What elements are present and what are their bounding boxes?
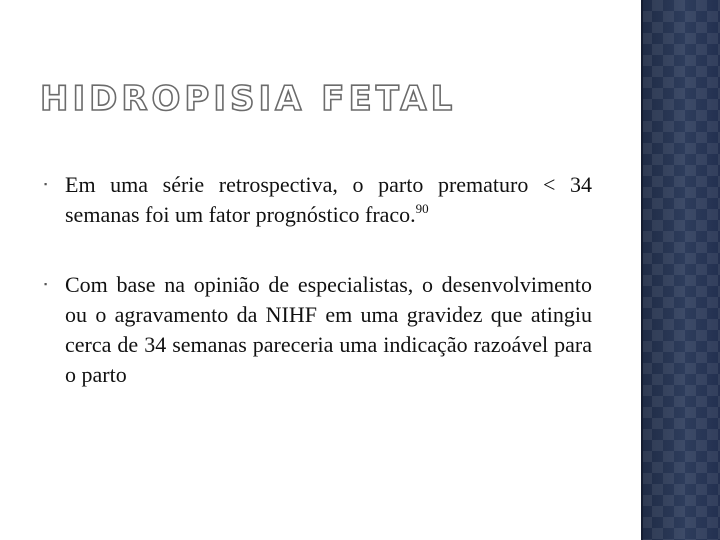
bullet-text: Com base na opinião de especialistas, o desenvolvimento ou o agravamento da NIHF em uma gravidez que atingiu cerca de 34 semanas pareceria uma indicação razoável para o parto (65, 272, 592, 387)
bullet-item (44, 270, 592, 390)
bullet-dot-icon: ▪ (44, 179, 48, 189)
bullet-text: Em uma série retrospectiva, o parto prematuro < 34 semanas foi um fator prognóstico fraco. (65, 172, 592, 227)
bullet-list (44, 170, 592, 430)
citation-superscript: 90 (415, 201, 429, 216)
slide-title (38, 70, 457, 120)
decorative-side-panel (641, 0, 720, 540)
side-panel-edge (641, 0, 643, 540)
slide-title-text: HIDROPISIA FETAL (40, 79, 457, 119)
bullet-dot-icon: ▪ (44, 279, 48, 289)
bullet-item (44, 170, 592, 230)
